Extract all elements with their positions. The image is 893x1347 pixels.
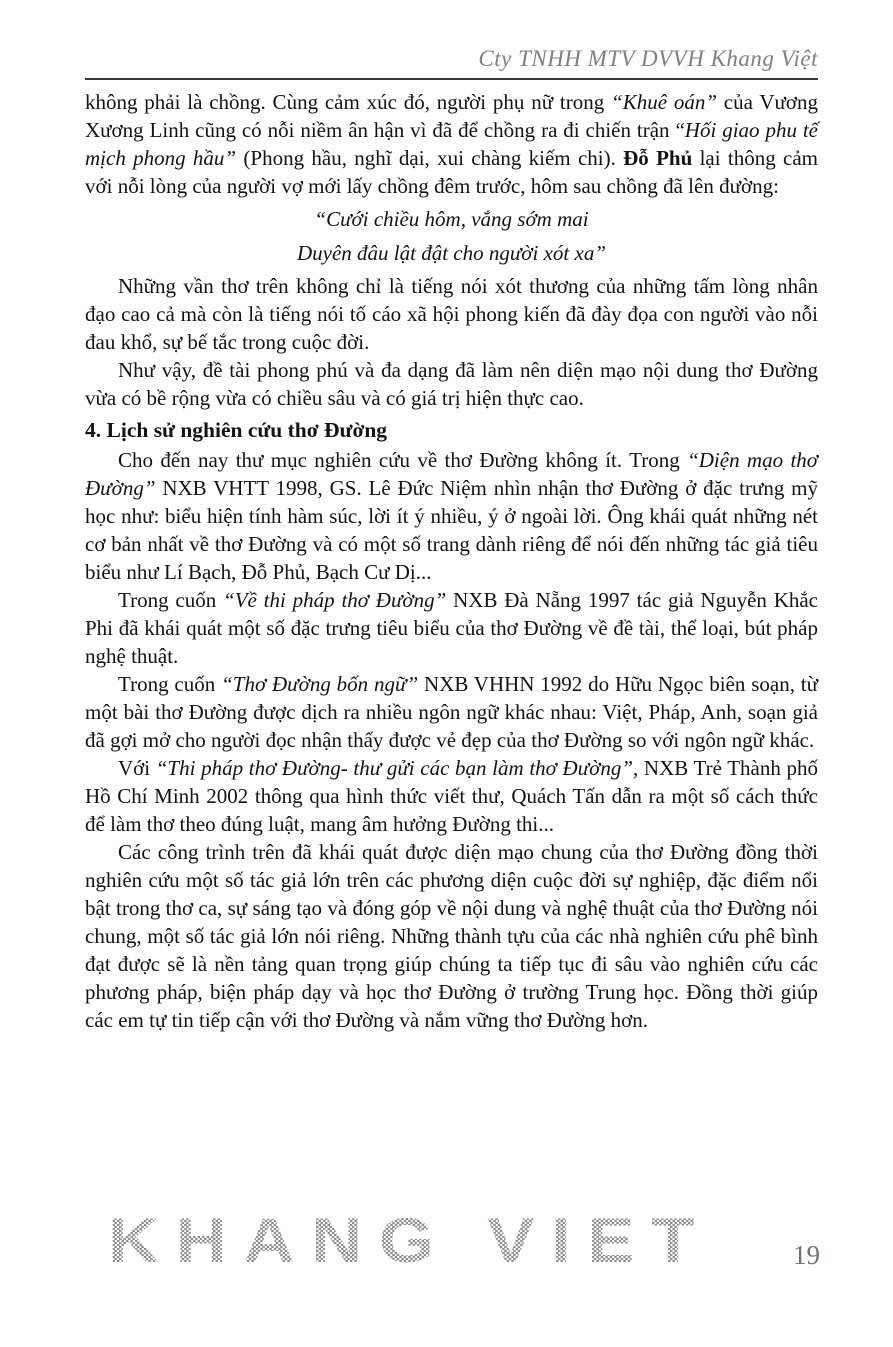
paragraph-ve-thi-phap (85, 586, 818, 670)
page-header (85, 46, 818, 80)
author-name-do-phu: Đỗ Phủ (623, 146, 693, 170)
book-title-thu-gui: “Thi pháp thơ Đường- thư gửi các bạn làm thơ Đường” (155, 756, 634, 780)
khang-viet-watermark: KHANG VIET (108, 1206, 712, 1276)
paragraph-khue-oan (85, 88, 818, 200)
text-run: NXB Đà Nẵng 1997 tác giả Nguyễn Khắc Phi đã khái quát một số đặc trưng tiêu biểu của thơ Đường về đề tài, thể loại, bút pháp nghệ thuật. (85, 588, 819, 668)
header-company-name: Cty TNHH MTV DVVH Khang Việt (478, 46, 818, 71)
text-run: Với (118, 756, 156, 780)
text-run: Trong cuốn (118, 588, 224, 612)
page-number: 19 (793, 1240, 820, 1270)
text-run: của Vương Xương Linh cũng có nỗi niềm ân hận vì đã để chồng ra đi chiến trận “ (85, 90, 819, 142)
quoted-verse-hoi-giao: Hối giao phu tế mịch phong hầu” (85, 118, 819, 170)
text-run: , NXB Trẻ Thành phố Hồ Chí Minh 2002 thông qua hình thức viết thư, Quách Tấn dẫn ra một số cách thức để làm thơ theo đúng luật, mang âm hưởng Đường thi... (85, 756, 818, 836)
book-title-ve-thi-phap: “Về thi pháp thơ Đường” (223, 588, 447, 612)
paragraph-nhung-van-tho: Những vần thơ trên không chỉ là tiếng nói xót thương của những tấm lòng nhân đạo cao cả mà còn là tiếng nói tố cáo xã hội phong kiến đã đày đọa con người vào nỗi đau khổ, sự bế tắc trong cuộc đời. (85, 274, 818, 354)
text-run: NXB VHHN 1992 do Hữu Ngọc biên soạn, từ một bài thơ Đường được dịch ra nhiều ngôn ngữ khác nhau: Việt, Pháp, Anh, soạn giả đã gợi mở cho người đọc nhận thấy được vẻ đẹp của thơ Đường so với ngôn ngữ khác. (85, 672, 818, 752)
text-run: không phải là chồng. Cùng cảm xúc đó, người phụ nữ trong (85, 90, 612, 114)
page-content (85, 88, 818, 1034)
verse-line-1: “Cưới chiều hôm, vắng sớm mai (314, 207, 589, 231)
text-run: Cho đến nay thư mục nghiên cứu về thơ Đường không ít. Trong (118, 448, 688, 472)
verse-line-2: Duyên đâu lật đật cho người xót xa” (296, 241, 607, 265)
paragraph-tho-duong-bon-ngu (85, 670, 818, 754)
book-title-bon-ngu: “Thơ Đường bốn ngữ” (221, 672, 419, 696)
paragraph-thi-phap-thu-gui (85, 754, 818, 838)
text-run: Trong cuốn (118, 672, 222, 696)
paragraph-dien-mao (85, 446, 818, 586)
text-run: lại thông cảm với nỗi lòng của người vợ mới lấy chồng đêm trước, hôm sau chồng đã lên đường: (85, 146, 818, 198)
section-heading-4: 4. Lịch sử nghiên cứu thơ Đường (85, 418, 388, 442)
book-title-dien-mao: “Diện mạo thơ Đường” (85, 448, 818, 500)
text-run: (Phong hầu, nghĩ dại, xui chàng kiếm chi). (236, 146, 624, 170)
paragraph-cac-cong-trinh: Các công trình trên đã khái quát được diện mạo chung của thơ Đường đồng thời nghiên cứu một số tác giả lớn trên các phương diện cuộc đời sự nghiệp, đặc điểm nổi bật trong thơ ca, sự sáng tạo và đóng góp về nội dung và nghệ thuật của thơ Đường nói chung, một số tác giả lớn nói riêng. Những thành tựu của các nhà nghiên cứu phê bình đạt được sẽ là nền tảng quan trọng giúp chúng ta tiếp tục đi sâu vào nghiên cứu các phương pháp, biện pháp dạy và học thơ Đường ở trường Trung học. Đồng thời giúp các em tự tin tiếp cận với thơ Đường và nắm vững thơ Đường hơn. (85, 840, 818, 1032)
quoted-title-khue-oan: “Khuê oán” (611, 90, 717, 114)
header-divider-line (85, 78, 818, 80)
text-run: NXB VHTT 1998, GS. Lê Đức Niệm nhìn nhận thơ Đường ở đặc trưng mỹ học như: biểu hiện tính hàm súc, lời ít ý nhiều, ý ở ngoài lời. Ông khái quát những nét cơ bản nhất về thơ Đường và có một số trang dành riêng để nói đến những tác giả tiêu biểu như Lí Bạch, Đỗ Phủ, Bạch Cư Dị... (85, 476, 818, 584)
paragraph-nhu-vay: Như vậy, đề tài phong phú và đa dạng đã làm nên diện mạo nội dung thơ Đường vừa có bề rộng vừa có chiều sâu và có giá trị hiện thực cao. (85, 358, 818, 410)
